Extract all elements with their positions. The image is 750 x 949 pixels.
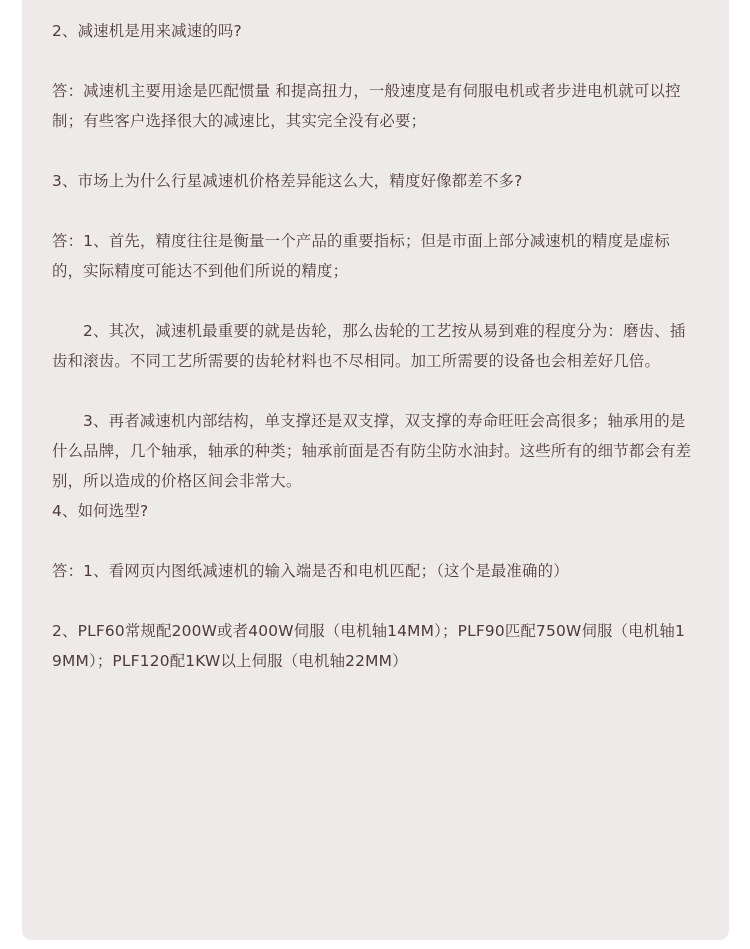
question-4: 4、如何选型?: [52, 502, 149, 520]
answer-4-point-1: 答：1、看网页内图纸减速机的输入端是否和电机匹配；（这个是最准确的）: [52, 562, 569, 580]
answer-3-point-3: 3、再者减速机内部结构，单支撑还是双支撑，双支撑的寿命旺旺会高很多；轴承用的是什么品牌，几个轴承，轴承的种类；轴承前面是否有防尘防水油封。这些所有的细节都会有差别，所以造成的价格区间会非常大。: [52, 412, 692, 490]
answer-3-point-2: 2、其次，减速机最重要的就是齿轮，那么齿轮的工艺按从易到难的程度分为：磨齿、插齿和滚齿。不同工艺所需要的齿轮材料也不尽相同。加工所需要的设备也会相差好几倍。: [52, 322, 686, 370]
spacer: [52, 196, 692, 226]
spacer: [52, 46, 692, 76]
spacer: [52, 376, 692, 406]
spacer: [52, 586, 692, 616]
answer-3-point-1: 答：1、首先，精度往往是衡量一个产品的重要指标；但是市面上部分减速机的精度是虚标的，实际精度可能达不到他们所说的精度；: [52, 232, 671, 280]
spacer: [52, 136, 692, 166]
answer-4-point-2: 2、PLF60常规配200W或者400W伺服（电机轴14MM）；PLF90匹配750W伺服（电机轴19MM）；PLF120配1KW以上伺服（电机轴22MM）: [52, 622, 685, 670]
spacer: [52, 286, 692, 316]
answer-2: 答：减速机主要用途是匹配惯量 和提高扭力，一般速度是有伺服电机或者步进电机就可以控制；有些客户选择很大的减速比，其实完全没有必要；: [52, 82, 681, 130]
question-3: 3、市场上为什么行星减速机价格差异能这么大，精度好像都差不多?: [52, 172, 523, 190]
article-body: [52, 16, 692, 676]
spacer: [52, 526, 692, 556]
question-2: 2、减速机是用来减速的吗?: [52, 22, 242, 40]
